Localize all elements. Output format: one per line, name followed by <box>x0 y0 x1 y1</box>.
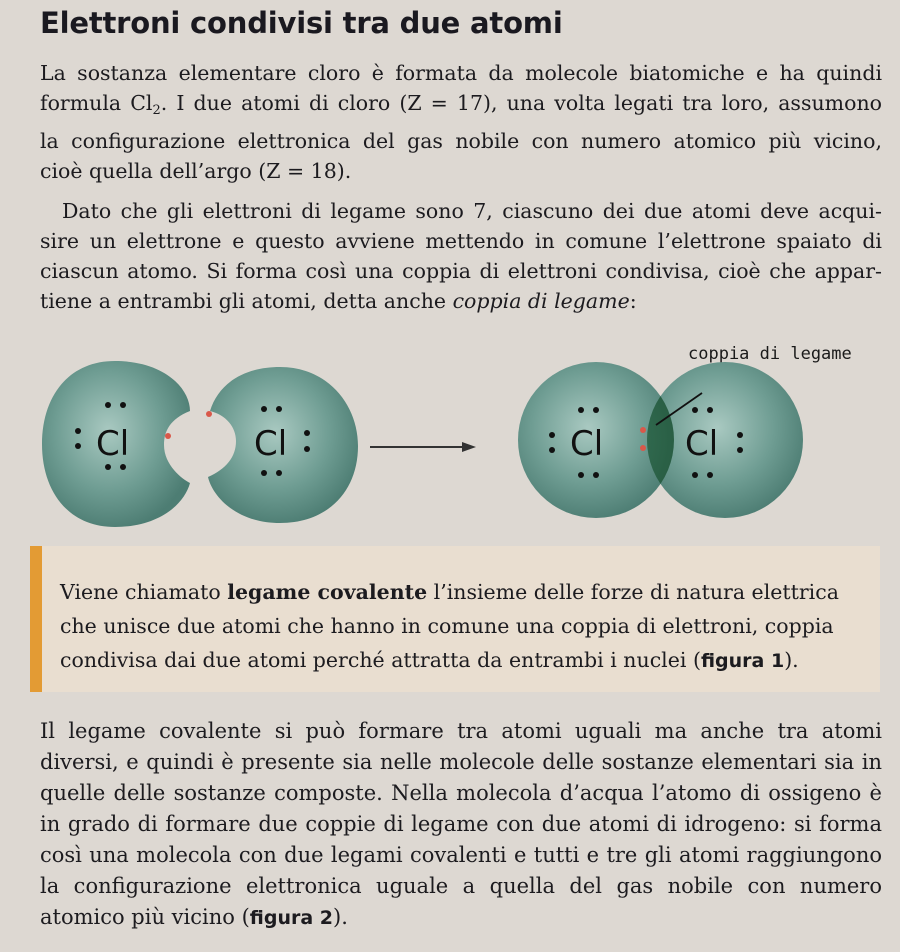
intro-line-4: cioè quella dell’argo (Z = 18). <box>40 159 352 183</box>
bonding-line-4-colon: : <box>629 289 637 313</box>
bonding-line-3: ciascun atomo. Si forma così una coppia di elettroni condivisa, cioè che appar- <box>40 259 882 283</box>
reaction-arrow <box>370 442 476 452</box>
chlorine-molecule <box>518 362 803 518</box>
atom-symbol-right: Cl <box>254 424 288 464</box>
covalent-bond-term: legame covalente <box>227 580 428 604</box>
atom-symbol-left: Cl <box>96 424 130 464</box>
molecule-atom-symbol-left: Cl <box>570 424 604 464</box>
molecule-atom-symbol-right: Cl <box>685 424 719 464</box>
chlorine-atom-right <box>206 367 358 523</box>
covalent-paragraph <box>40 716 882 934</box>
bonding-paragraph <box>40 196 882 316</box>
bonding-line-4 <box>40 286 882 316</box>
intro-paragraph <box>40 58 882 186</box>
intro-line-2-rest: . I due atomi di cloro (Z = 17), una volta legati tra loro, assumono <box>160 91 882 115</box>
intro-line-2 <box>40 88 882 126</box>
intro-line-3: la configurazione elettronica del gas nobile con numero atomico più vicino, <box>40 129 882 153</box>
bonding-line-1: Dato che gli elettroni di legame sono 7, ciascuno dei due atomi deve acqui- <box>62 199 882 223</box>
definition-accent-bar <box>30 546 42 692</box>
formula-subscript: 2 <box>152 103 161 118</box>
bonding-pair-term: coppia di legame <box>452 289 630 313</box>
figure-1-reference: figura 1 <box>700 650 785 672</box>
bonding-line-2: sire un elettrone e questo avviene mettendo in comune l’elettrone spaiato di <box>40 229 882 253</box>
covalent-paragraph-text: Il legame covalente si può formare tra atomi uguali ma anche tra atomi diversi, e quindi è presente sia nelle molecole delle sostanze elementari sia in quelle delle sostanze composte. Nella molecola d’acqua l’atomo di ossigeno è in grado di formare due coppie di legame con due atomi di idrogeno: si forma così una molecola con due legami covalenti e tutti e tre gli atomi raggiungono la configurazione elettronica uguale a quella del gas nobile con numero atomico più vicino ( <box>40 719 882 929</box>
formula-text: formula Cl <box>40 91 153 115</box>
chlorine-bond-diagram <box>30 345 882 545</box>
definition-text <box>60 575 852 678</box>
definition-body: l’insieme delle forze di natura elettrica che unisce due atomi che hanno in comune una coppia di elettroni, coppia condivisa dai due atomi perché attratta da entrambi i nuclei ( <box>60 580 839 672</box>
section-title: Elettroni condivisi tra due atomi <box>40 6 563 40</box>
covalent-paragraph-end: ). <box>333 905 348 929</box>
chlorine-atom-left <box>42 361 190 527</box>
definition-end: ). <box>784 648 799 672</box>
intro-line-1: La sostanza elementare cloro è formata da molecole biatomiche e ha quindi <box>40 61 882 85</box>
bonding-line-4-text: tiene a entrambi gli atomi, detta anche <box>40 289 453 313</box>
figure-2-reference: figura 2 <box>249 907 334 929</box>
definition-intro: Viene chiamato <box>60 580 228 604</box>
bonding-pair-annotation: coppia di legame <box>688 344 852 364</box>
definition-box <box>30 546 880 692</box>
